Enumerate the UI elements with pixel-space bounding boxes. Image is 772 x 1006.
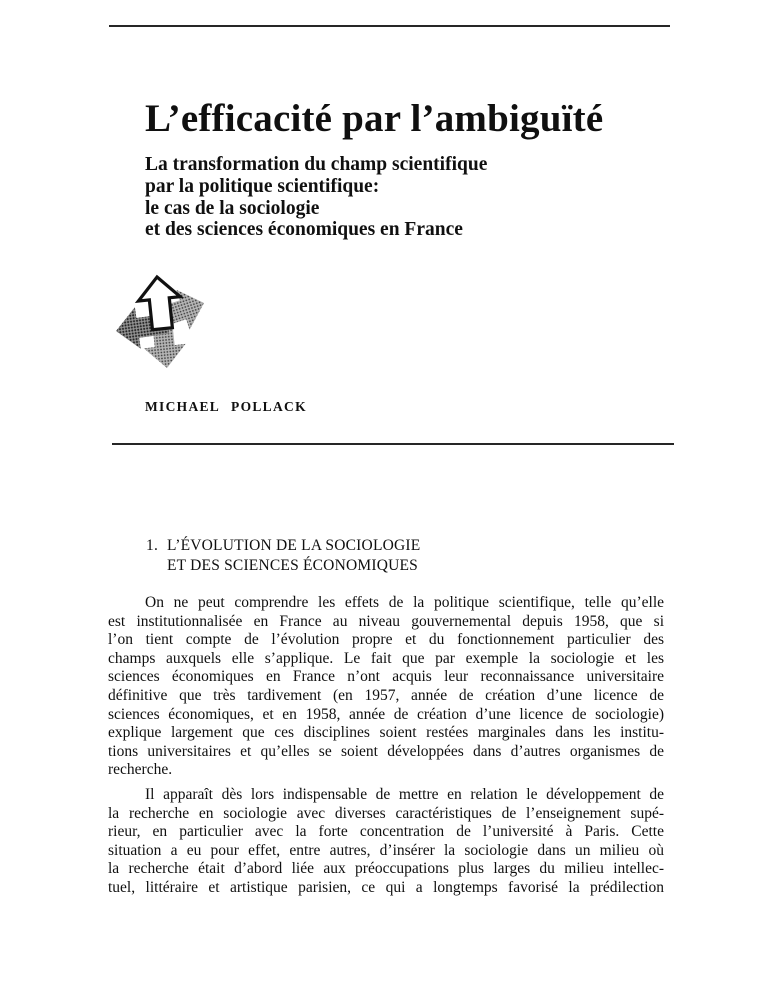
middle-rule [112, 443, 674, 445]
text-line: sciences économiques en France n’ont acquis leur reconnaissance universitaire [108, 668, 664, 686]
text-line: La transformation du champ scientifique [145, 154, 488, 175]
text-line: la recherche était d’abord liée aux préoccupations plus larges du milieu intellec- [108, 860, 664, 878]
text-line: explique largement que ces disciplines soient restées marginales dans les institu- [108, 724, 664, 742]
text-line: L’ÉVOLUTION DE LA SOCIOLOGIE [167, 537, 421, 554]
text-line: tuel, littéraire et artistique parisien, ce qui a longtemps favorisé la prédilection [108, 878, 664, 896]
text-line: sciences économiques, et en 1958, année de création d’une licence de sociologie) [108, 705, 664, 723]
section-number: 1. [146, 537, 159, 554]
article-body [108, 594, 664, 898]
text-line: la recherche en sociologie avec diverses caractéristiques de l’enseignement supé- [108, 804, 664, 822]
top-rule [109, 25, 670, 27]
text-line: et des sciences économiques en France [145, 219, 463, 241]
text-line: le cas de la sociologie [145, 197, 320, 219]
article-subtitle [145, 154, 487, 241]
text-line: On ne peut comprendre les effets de la politique scientifique, telle qu’elle [145, 594, 664, 611]
text-line: ET DES SCIENCES ÉCONOMIQUES [167, 557, 418, 574]
author-name: MICHAEL POLLACK [145, 399, 307, 414]
paragraph [108, 786, 664, 898]
text-line: l’on tient compte de l’évolution propre et du fonctionnement particulier des [108, 631, 664, 649]
text-line: tions universitaires et qu’elles se soient développées dans d’autres organismes de [108, 742, 664, 760]
section-heading-lines [167, 536, 420, 576]
four-arrows-logo-icon [110, 269, 210, 372]
paragraph [108, 594, 664, 780]
text-line: Il apparaît dès lors indispensable de mettre en relation le développement de [145, 785, 664, 803]
text-line: situation a eu pour effet, entre autres, d’insérer la sociologie dans un milieu où [108, 841, 664, 859]
text-line: champs auxquels elle s’applique. Le fait que par exemple la sociologie et les [108, 649, 664, 667]
section-heading [146, 536, 420, 576]
text-line: recherche. [108, 761, 173, 779]
text-line: par la politique scientifique: [145, 175, 380, 197]
text-line: définitive que très tardivement (en 1957, année de création d’une licence de [108, 686, 664, 704]
text-line: est institutionnalisée en France au niveau gouvernemental depuis 1958, que si [108, 612, 664, 630]
article-title: L’efficacité par l’ambiguïté [145, 97, 604, 140]
text-line: rieur, en particulier avec la forte concentration de l’université à Paris. Cette [108, 823, 664, 841]
